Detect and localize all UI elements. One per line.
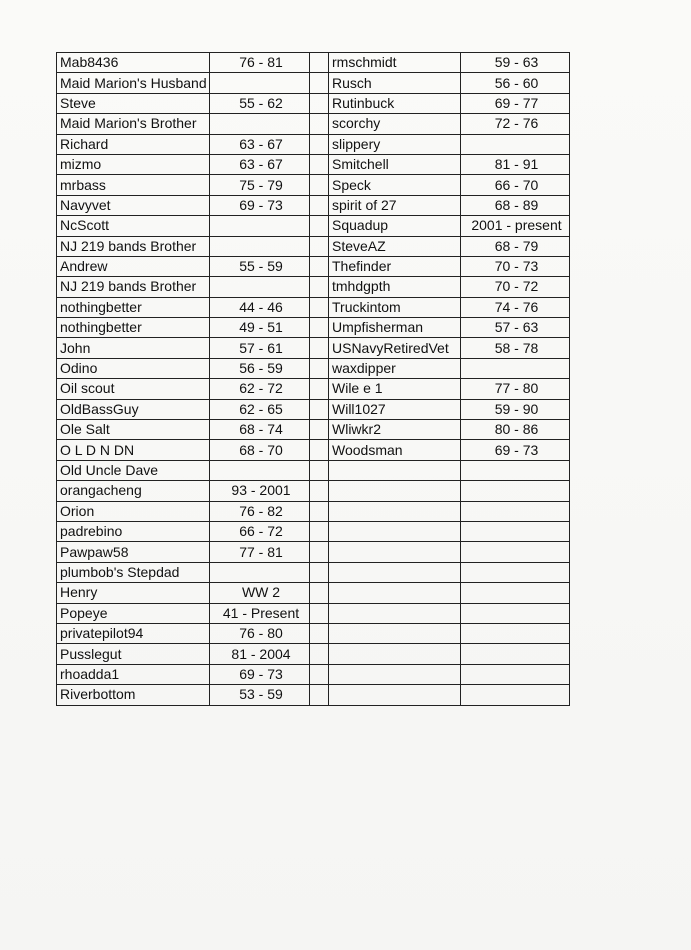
member-name-cell: NcScott (57, 216, 210, 236)
member-name-cell: Squadup (329, 216, 461, 236)
roster-body (57, 53, 570, 706)
service-years-cell (210, 73, 310, 93)
service-years-cell: 70 - 73 (461, 256, 570, 276)
service-years-cell (461, 603, 570, 623)
service-years-cell: 77 - 81 (210, 542, 310, 562)
service-years-cell: 75 - 79 (210, 175, 310, 195)
table-row (57, 399, 570, 419)
spacer-cell (310, 114, 329, 134)
service-years-cell (461, 685, 570, 705)
member-name-cell: Smitchell (329, 154, 461, 174)
member-name-cell: tmhdgpth (329, 277, 461, 297)
member-name-cell: OldBassGuy (57, 399, 210, 419)
service-years-cell: 55 - 62 (210, 93, 310, 113)
member-name-cell: mrbass (57, 175, 210, 195)
service-years-cell (461, 664, 570, 684)
table-row (57, 175, 570, 195)
member-name-cell: Steve (57, 93, 210, 113)
spacer-cell (310, 379, 329, 399)
service-years-cell: 70 - 72 (461, 277, 570, 297)
service-years-cell (461, 562, 570, 582)
table-row (57, 154, 570, 174)
member-name-cell (329, 644, 461, 664)
member-name-cell: Orion (57, 501, 210, 521)
spacer-cell (310, 623, 329, 643)
table-row (57, 501, 570, 521)
service-years-cell (210, 216, 310, 236)
spacer-cell (310, 583, 329, 603)
service-years-cell: 69 - 73 (210, 195, 310, 215)
member-name-cell: mizmo (57, 154, 210, 174)
service-years-cell (461, 501, 570, 521)
spacer-cell (310, 134, 329, 154)
member-name-cell: NJ 219 bands Brother (57, 277, 210, 297)
member-name-cell (329, 542, 461, 562)
service-years-cell: 76 - 80 (210, 623, 310, 643)
spacer-cell (310, 297, 329, 317)
member-name-cell: Navyvet (57, 195, 210, 215)
member-roster-table (56, 52, 570, 706)
member-name-cell (329, 623, 461, 643)
spacer-cell (310, 542, 329, 562)
service-years-cell: 76 - 82 (210, 501, 310, 521)
service-years-cell (461, 358, 570, 378)
member-name-cell: Ole Salt (57, 420, 210, 440)
service-years-cell: 68 - 74 (210, 420, 310, 440)
service-years-cell: 2001 - present (461, 216, 570, 236)
table-row (57, 114, 570, 134)
table-row (57, 297, 570, 317)
member-name-cell: Old Uncle Dave (57, 460, 210, 480)
spacer-cell (310, 277, 329, 297)
member-name-cell: Andrew (57, 256, 210, 276)
service-years-cell: 59 - 63 (461, 53, 570, 73)
table-row (57, 623, 570, 643)
table-row (57, 460, 570, 480)
member-name-cell: Maid Marion's Husband (57, 73, 210, 93)
table-row (57, 562, 570, 582)
service-years-cell: 68 - 89 (461, 195, 570, 215)
member-name-cell: Pawpaw58 (57, 542, 210, 562)
table-row (57, 664, 570, 684)
spacer-cell (310, 420, 329, 440)
table-row (57, 603, 570, 623)
service-years-cell: 81 - 91 (461, 154, 570, 174)
member-name-cell: Oil scout (57, 379, 210, 399)
member-name-cell: NJ 219 bands Brother (57, 236, 210, 256)
service-years-cell: 44 - 46 (210, 297, 310, 317)
service-years-cell: 49 - 51 (210, 318, 310, 338)
spacer-cell (310, 53, 329, 73)
service-years-cell: 57 - 61 (210, 338, 310, 358)
table-row (57, 73, 570, 93)
spacer-cell (310, 318, 329, 338)
spacer-cell (310, 154, 329, 174)
service-years-cell: 93 - 2001 (210, 481, 310, 501)
service-years-cell: 62 - 65 (210, 399, 310, 419)
table-row (57, 521, 570, 541)
member-name-cell (329, 501, 461, 521)
table-row (57, 53, 570, 73)
spacer-cell (310, 664, 329, 684)
service-years-cell: 55 - 59 (210, 256, 310, 276)
member-name-cell (329, 664, 461, 684)
spacer-cell (310, 73, 329, 93)
member-name-cell: waxdipper (329, 358, 461, 378)
table-row (57, 318, 570, 338)
member-name-cell: Woodsman (329, 440, 461, 460)
service-years-cell: 74 - 76 (461, 297, 570, 317)
member-name-cell: Speck (329, 175, 461, 195)
spacer-cell (310, 603, 329, 623)
service-years-cell: 76 - 81 (210, 53, 310, 73)
member-name-cell: padrebino (57, 521, 210, 541)
service-years-cell: 56 - 60 (461, 73, 570, 93)
table-row (57, 93, 570, 113)
member-name-cell: Richard (57, 134, 210, 154)
service-years-cell (461, 583, 570, 603)
member-name-cell (329, 603, 461, 623)
spacer-cell (310, 440, 329, 460)
table-row (57, 256, 570, 276)
spacer-cell (310, 562, 329, 582)
service-years-cell: 68 - 70 (210, 440, 310, 460)
spacer-cell (310, 644, 329, 664)
service-years-cell (461, 481, 570, 501)
service-years-cell: 56 - 59 (210, 358, 310, 378)
spacer-cell (310, 685, 329, 705)
member-name-cell (329, 562, 461, 582)
member-name-cell: slippery (329, 134, 461, 154)
table-row (57, 236, 570, 256)
member-name-cell (329, 481, 461, 501)
member-name-cell: Mab8436 (57, 53, 210, 73)
spacer-cell (310, 481, 329, 501)
table-row (57, 277, 570, 297)
member-name-cell: Thefinder (329, 256, 461, 276)
spacer-cell (310, 358, 329, 378)
spacer-cell (310, 216, 329, 236)
spacer-cell (310, 93, 329, 113)
member-name-cell: scorchy (329, 114, 461, 134)
service-years-cell: 63 - 67 (210, 134, 310, 154)
spacer-cell (310, 256, 329, 276)
table-row (57, 134, 570, 154)
member-name-cell: rhoadda1 (57, 664, 210, 684)
spacer-cell (310, 521, 329, 541)
service-years-cell (210, 460, 310, 480)
table-row (57, 685, 570, 705)
service-years-cell (461, 521, 570, 541)
table-row (57, 338, 570, 358)
service-years-cell: 59 - 90 (461, 399, 570, 419)
member-name-cell: Truckintom (329, 297, 461, 317)
service-years-cell: 77 - 80 (461, 379, 570, 399)
service-years-cell (210, 277, 310, 297)
service-years-cell: WW 2 (210, 583, 310, 603)
table-row (57, 195, 570, 215)
service-years-cell (461, 542, 570, 562)
table-row (57, 216, 570, 236)
member-name-cell: nothingbetter (57, 297, 210, 317)
member-name-cell: Rusch (329, 73, 461, 93)
spacer-cell (310, 399, 329, 419)
member-name-cell: privatepilot94 (57, 623, 210, 643)
member-name-cell (329, 521, 461, 541)
service-years-cell (210, 114, 310, 134)
member-name-cell: John (57, 338, 210, 358)
service-years-cell: 81 - 2004 (210, 644, 310, 664)
table-row (57, 379, 570, 399)
spacer-cell (310, 338, 329, 358)
service-years-cell: 80 - 86 (461, 420, 570, 440)
member-name-cell: rmschmidt (329, 53, 461, 73)
service-years-cell: 72 - 76 (461, 114, 570, 134)
member-name-cell: Henry (57, 583, 210, 603)
member-name-cell: Will1027 (329, 399, 461, 419)
member-name-cell: plumbob's Stepdad (57, 562, 210, 582)
service-years-cell: 58 - 78 (461, 338, 570, 358)
service-years-cell (210, 562, 310, 582)
service-years-cell: 62 - 72 (210, 379, 310, 399)
spacer-cell (310, 175, 329, 195)
table-row (57, 583, 570, 603)
member-name-cell (329, 685, 461, 705)
table-row (57, 644, 570, 664)
member-name-cell: Wliwkr2 (329, 420, 461, 440)
spacer-cell (310, 460, 329, 480)
member-name-cell: O L D N DN (57, 440, 210, 460)
table-row (57, 420, 570, 440)
service-years-cell (210, 236, 310, 256)
service-years-cell: 69 - 77 (461, 93, 570, 113)
member-name-cell (329, 460, 461, 480)
table-row (57, 358, 570, 378)
member-name-cell: SteveAZ (329, 236, 461, 256)
service-years-cell: 66 - 70 (461, 175, 570, 195)
member-name-cell: nothingbetter (57, 318, 210, 338)
spacer-cell (310, 236, 329, 256)
member-name-cell: Rutinbuck (329, 93, 461, 113)
spacer-cell (310, 501, 329, 521)
member-name-cell: Odino (57, 358, 210, 378)
table-row (57, 440, 570, 460)
service-years-cell: 69 - 73 (461, 440, 570, 460)
service-years-cell (461, 460, 570, 480)
service-years-cell: 66 - 72 (210, 521, 310, 541)
service-years-cell (461, 623, 570, 643)
member-name-cell: USNavyRetiredVet (329, 338, 461, 358)
service-years-cell: 68 - 79 (461, 236, 570, 256)
member-name-cell: orangacheng (57, 481, 210, 501)
service-years-cell (461, 644, 570, 664)
service-years-cell (461, 134, 570, 154)
spacer-cell (310, 195, 329, 215)
member-name-cell: Umpfisherman (329, 318, 461, 338)
service-years-cell: 69 - 73 (210, 664, 310, 684)
member-name-cell: Pusslegut (57, 644, 210, 664)
member-name-cell: Popeye (57, 603, 210, 623)
member-name-cell: Maid Marion's Brother (57, 114, 210, 134)
table-row (57, 481, 570, 501)
service-years-cell: 63 - 67 (210, 154, 310, 174)
member-name-cell: spirit of 27 (329, 195, 461, 215)
member-name-cell: Riverbottom (57, 685, 210, 705)
service-years-cell: 57 - 63 (461, 318, 570, 338)
service-years-cell: 53 - 59 (210, 685, 310, 705)
service-years-cell: 41 - Present (210, 603, 310, 623)
table-row (57, 542, 570, 562)
member-name-cell: Wile e 1 (329, 379, 461, 399)
member-name-cell (329, 583, 461, 603)
